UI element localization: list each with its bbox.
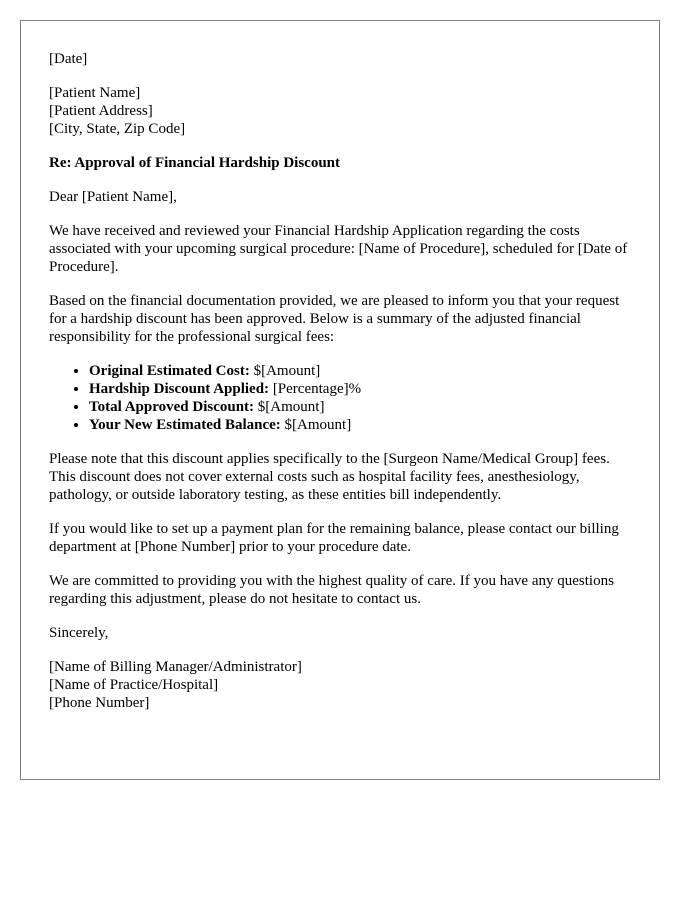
recipient-address [49, 84, 631, 138]
paragraph-commitment: We are committed to providing you with the highest quality of care. If you have any questions regarding this adjustment, please do not hesitate to contact us. [49, 573, 614, 607]
recipient-address-line: [Patient Address] [49, 103, 153, 119]
summary-list [49, 362, 631, 434]
paragraph-payment-plan: If you would like to set up a payment plan for the remaining balance, please contact our billing department at [Phone Number] prior to your procedure date. [49, 521, 619, 555]
paragraph-received: We have received and reviewed your Financial Hardship Application regarding the costs associated with your upcoming surgical procedure: [Name of Procedure], scheduled for [Date of Procedure]. [49, 223, 628, 275]
summary-label: Hardship Discount Applied: [89, 381, 270, 397]
summary-item-new-balance [89, 416, 631, 434]
signature-block [49, 658, 631, 712]
salutation: Dear [Patient Name], [49, 189, 177, 205]
summary-value: [Percentage]% [272, 381, 362, 397]
summary-label: Original Estimated Cost: [89, 363, 250, 379]
signature-phone: [Phone Number] [49, 695, 150, 711]
summary-item-total-discount [89, 398, 631, 416]
summary-value: $[Amount] [284, 417, 352, 433]
signature-organization: [Name of Practice/Hospital] [49, 677, 219, 693]
recipient-name: [Patient Name] [49, 85, 141, 101]
summary-value: $[Amount] [253, 363, 321, 379]
paragraph-approved: Based on the financial documentation provided, we are pleased to inform you that your request for a hardship discount has been approved. Below is a summary of the adjusted financial responsibility for the professional surgical fees: [49, 293, 620, 345]
letter-subject: Re: Approval of Financial Hardship Discount [49, 155, 341, 171]
summary-item-original-cost [89, 362, 631, 380]
summary-value: $[Amount] [257, 399, 325, 415]
recipient-city-state-zip: [City, State, Zip Code] [49, 121, 186, 137]
closing: Sincerely, [49, 625, 109, 641]
signature-name: [Name of Billing Manager/Administrator] [49, 659, 302, 675]
letter [20, 20, 660, 780]
letter-date: [Date] [49, 51, 88, 67]
summary-label: Total Approved Discount: [89, 399, 255, 415]
summary-label: Your New Estimated Balance: [89, 417, 281, 433]
paragraph-coverage-note: Please note that this discount applies specifically to the [Surgeon Name/Medical Group] fees. This discount does not cover external costs such as hospital facility fees, anesthesiology, pathology, or outside laboratory testing, as these entities bill independently. [49, 451, 610, 503]
summary-item-discount-applied [89, 380, 631, 398]
